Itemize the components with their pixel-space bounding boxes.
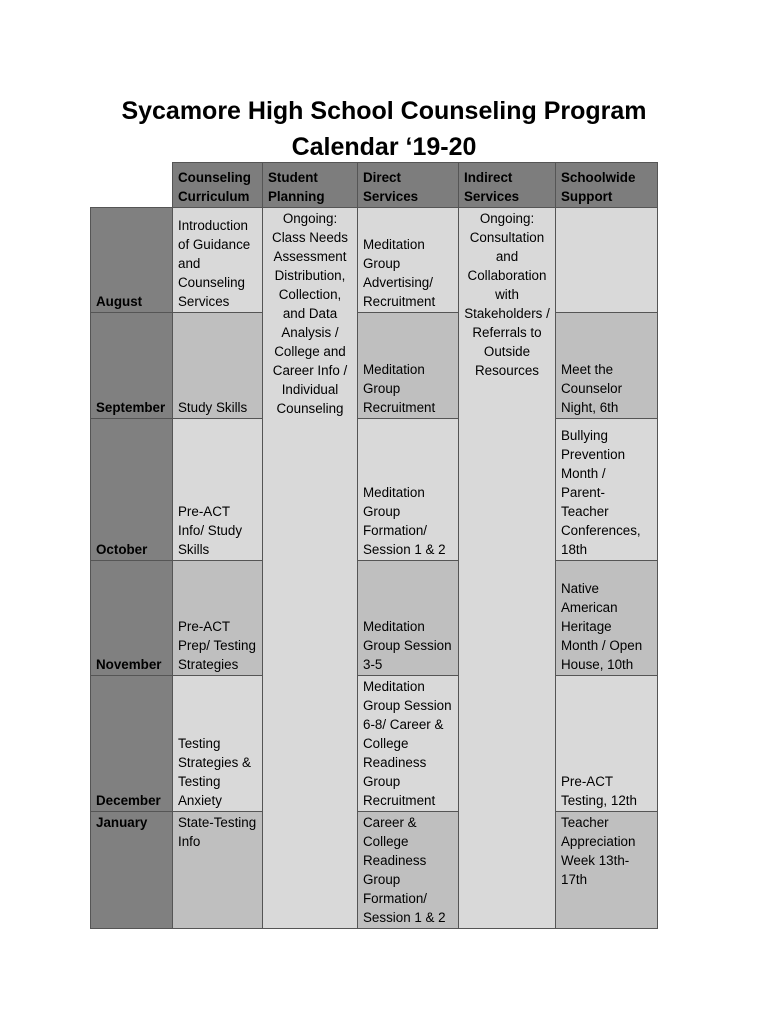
- header-row: [91, 163, 658, 208]
- row-september: [91, 313, 658, 419]
- schoolwide-january: Teacher Appreciation Week 13th-17th: [556, 812, 658, 929]
- month-january: January: [91, 812, 173, 929]
- indirect-services-cell: Ongoing: Consultation and Collaboration with Stakeholders / Referrals to Outside Resources: [459, 208, 556, 929]
- header-curriculum: Counseling Curriculum: [173, 163, 263, 208]
- document-title-line-1: Sycamore High School Counseling Program: [121, 97, 647, 125]
- month-october: October: [91, 419, 173, 561]
- row-december: [91, 676, 658, 812]
- corner-cell: [91, 163, 173, 208]
- header-schoolwide: Schoolwide Support: [556, 163, 658, 208]
- curriculum-september: Study Skills: [173, 313, 263, 419]
- row-october: [91, 419, 658, 561]
- month-september: September: [91, 313, 173, 419]
- curriculum-january: State-Testing Info: [173, 812, 263, 929]
- month-december: December: [91, 676, 173, 812]
- month-august: August: [91, 208, 173, 313]
- header-indirect: Indirect Services: [459, 163, 556, 208]
- schoolwide-november: Native American Heritage Month / Open House, 10th: [556, 561, 658, 676]
- month-november: November: [91, 561, 173, 676]
- schoolwide-august: [556, 208, 658, 313]
- row-august: [91, 208, 658, 313]
- curriculum-august: Introduction of Guidance and Counseling Services: [173, 208, 263, 313]
- document-title-line-2: Calendar ‘19-20: [291, 133, 477, 161]
- curriculum-december: Testing Strategies & Testing Anxiety: [173, 676, 263, 812]
- curriculum-november: Pre-ACT Prep/ Testing Strategies: [173, 561, 263, 676]
- student-planning-cell: Ongoing: Class Needs Assessment Distribution, Collection, and Data Analysis / College and Career Info / Individual Counseling: [263, 208, 358, 929]
- header-planning: Student Planning: [263, 163, 358, 208]
- curriculum-october: Pre-ACT Info/ Study Skills: [173, 419, 263, 561]
- schoolwide-october: Bullying Prevention Month / Parent-Teacher Conferences, 18th: [556, 419, 658, 561]
- row-november: [91, 561, 658, 676]
- row-january: [91, 812, 658, 929]
- direct-november: Meditation Group Session 3-5: [358, 561, 459, 676]
- direct-january: Career & College Readiness Group Formation/ Session 1 & 2: [358, 812, 459, 929]
- schoolwide-september: Meet the Counselor Night, 6th: [556, 313, 658, 419]
- direct-october: Meditation Group Formation/ Session 1 & 2: [358, 419, 459, 561]
- schoolwide-december: Pre-ACT Testing, 12th: [556, 676, 658, 812]
- header-direct: Direct Services: [358, 163, 459, 208]
- direct-august: Meditation Group Advertising/ Recruitment: [358, 208, 459, 313]
- calendar-table: [90, 162, 658, 929]
- direct-september: Meditation Group Recruitment: [358, 313, 459, 419]
- direct-december: Meditation Group Session 6-8/ Career & College Readiness Group Recruitment: [358, 676, 459, 812]
